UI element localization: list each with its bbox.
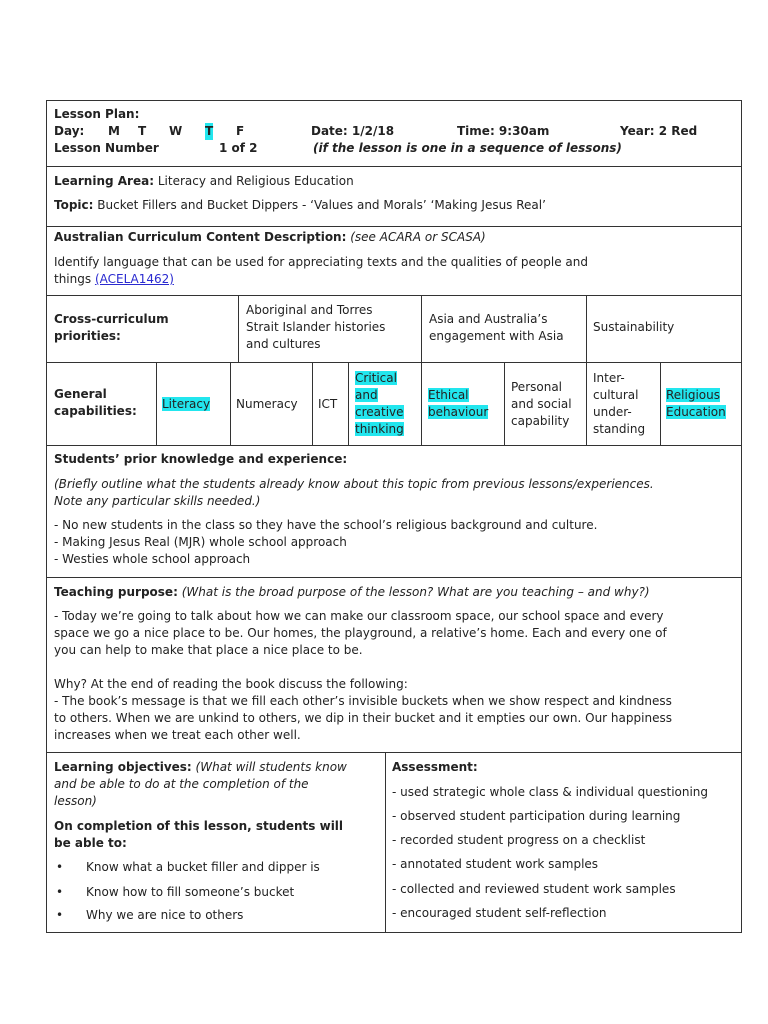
assessment-heading: Assessment: xyxy=(392,760,478,774)
priority-asia: Asia and Australia’s engagement with Asia xyxy=(429,312,564,343)
bullet-icon: • xyxy=(56,885,64,899)
sequence-note: (if the lesson is one in a sequence of lessons) xyxy=(313,141,622,155)
day-m: M xyxy=(108,124,120,138)
lesson-plan-title: Lesson Plan: xyxy=(54,107,140,121)
purpose-text: Why? At the end of reading the book discuss the following: xyxy=(54,677,408,691)
capability-text: thinking xyxy=(355,422,404,436)
divider xyxy=(421,295,422,445)
purpose-text: - The book’s message is that we fill each other’s invisible buckets when we show respect and kindness xyxy=(54,694,672,708)
divider xyxy=(586,295,587,445)
divider xyxy=(312,362,313,445)
capability-text: and xyxy=(355,388,378,402)
purpose-text: increases when we treat each other well. xyxy=(54,728,301,742)
capability-cell xyxy=(162,396,210,413)
assessment-item: - encouraged student self-reflection xyxy=(392,906,607,920)
capability-text: Critical xyxy=(355,371,397,385)
capability-cell xyxy=(236,396,298,413)
divider xyxy=(660,362,661,445)
objectives-sub: be able to: xyxy=(54,836,127,850)
day-th-selected: T xyxy=(205,124,214,138)
capability-cell xyxy=(511,379,572,430)
assessment-item: - used strategic whole class & individual questioning xyxy=(392,785,709,799)
divider xyxy=(46,445,742,446)
capability-text: capability xyxy=(511,413,570,428)
capability-cell xyxy=(428,387,488,421)
divider xyxy=(46,166,742,167)
purpose-text: you can help to make that place a nice place to be. xyxy=(54,643,363,657)
assessment-item: - recorded student progress on a checklist xyxy=(392,833,646,847)
divider xyxy=(385,752,386,933)
capability-text: and social xyxy=(511,396,572,411)
divider xyxy=(238,295,239,362)
curriculum-text-2: things (ACELA1462) xyxy=(54,272,174,286)
divider xyxy=(504,362,505,445)
assessment-item: - collected and reviewed student work samples xyxy=(392,882,676,896)
capability-text: cultural xyxy=(593,388,639,402)
capability-text: ICT xyxy=(318,396,338,411)
objective-item: Why we are nice to others xyxy=(86,908,244,922)
divider xyxy=(156,362,157,445)
divider xyxy=(46,752,742,753)
teaching-purpose-heading: Teaching purpose: (What is the broad purpose of the lesson? What are you teaching – and why?) xyxy=(54,585,650,599)
purpose-text: space we go a nice place to be. Our homes, the playground, a relative’s home. Each and every one of xyxy=(54,626,667,640)
topic: Topic: Bucket Fillers and Bucket Dippers - ‘Values and Morals’ ‘Making Jesus Real’ xyxy=(54,198,546,212)
time: Time: 9:30am xyxy=(457,124,550,138)
cross-curriculum-label: Cross-curriculum priorities: xyxy=(54,312,169,343)
bullet-icon: • xyxy=(56,860,64,874)
capability-text: Education xyxy=(666,405,726,419)
prior-note-2: Note any particular skills needed.) xyxy=(54,494,261,508)
divider xyxy=(46,577,742,578)
capability-text: behaviour xyxy=(428,405,489,419)
capability-text: Personal xyxy=(511,379,563,394)
date: Date: 1/2/18 xyxy=(311,124,395,138)
day-f: F xyxy=(236,124,245,138)
lesson-number-label: Lesson Number xyxy=(54,141,159,155)
capability-text: Ethical xyxy=(428,388,469,402)
purpose-text: to others. When we are unkind to others, we dip in their bucket and it empties our own. Our happiness xyxy=(54,711,672,725)
prior-item: - No new students in the class so they have the school’s religious background and culture. xyxy=(54,518,598,532)
priority-sustainability: Sustainability xyxy=(593,320,675,334)
bullet-icon: • xyxy=(56,908,64,922)
divider xyxy=(348,362,349,445)
objective-item: Know how to fill someone’s bucket xyxy=(86,885,295,899)
prior-item: - Making Jesus Real (MJR) whole school approach xyxy=(54,535,347,549)
capability-cell xyxy=(666,387,726,421)
prior-item: - Westies whole school approach xyxy=(54,552,251,566)
capability-text: Literacy xyxy=(162,396,211,411)
capability-cell xyxy=(355,370,404,438)
objectives-note: and be able to do at the completion of the xyxy=(54,777,309,791)
capability-cell xyxy=(593,370,645,438)
assessment-item: - annotated student work samples xyxy=(392,857,599,871)
general-capabilities-label: General capabilities: xyxy=(54,387,137,418)
objectives-sub: On completion of this lesson, students will xyxy=(54,819,344,833)
objectives-note: lesson) xyxy=(54,794,97,808)
capability-text: under- xyxy=(593,405,632,419)
capability-text: Numeracy xyxy=(236,396,298,411)
day-w: W xyxy=(169,124,183,138)
priority-aboriginal: Aboriginal and Torres Strait Islander histories and cultures xyxy=(246,303,386,351)
prior-knowledge-heading: Students’ prior knowledge and experience: xyxy=(54,452,348,466)
divider xyxy=(46,295,742,296)
capability-text: Inter- xyxy=(593,371,625,385)
purpose-text: - Today we’re going to talk about how we can make our classroom space, our school space and every xyxy=(54,609,664,623)
curriculum-heading: Australian Curriculum Content Description: (see ACARA or SCASA) xyxy=(54,230,486,244)
acela-link[interactable]: (ACELA1462) xyxy=(94,272,174,286)
learning-area: Learning Area: Literacy and Religious Education xyxy=(54,174,354,188)
capability-cell xyxy=(318,396,337,413)
objectives-heading: Learning objectives: (What will students know xyxy=(54,760,347,774)
objective-item: Know what a bucket filler and dipper is xyxy=(86,860,320,874)
capability-text: standing xyxy=(593,422,646,436)
capability-text: Religious xyxy=(666,388,720,402)
prior-note: (Briefly outline what the students already know about this topic from previous lessons/experiences. xyxy=(54,477,654,491)
curriculum-text: Identify language that can be used for appreciating texts and the qualities of people and xyxy=(54,255,588,269)
divider xyxy=(46,226,742,227)
assessment-item: - observed student participation during learning xyxy=(392,809,681,823)
divider xyxy=(230,362,231,445)
day-t: T xyxy=(138,124,147,138)
lesson-number: 1 of 2 xyxy=(219,141,258,155)
capability-text: creative xyxy=(355,405,404,419)
year: Year: 2 Red xyxy=(620,124,698,138)
day-label: Day: xyxy=(54,124,85,138)
divider xyxy=(46,362,742,363)
